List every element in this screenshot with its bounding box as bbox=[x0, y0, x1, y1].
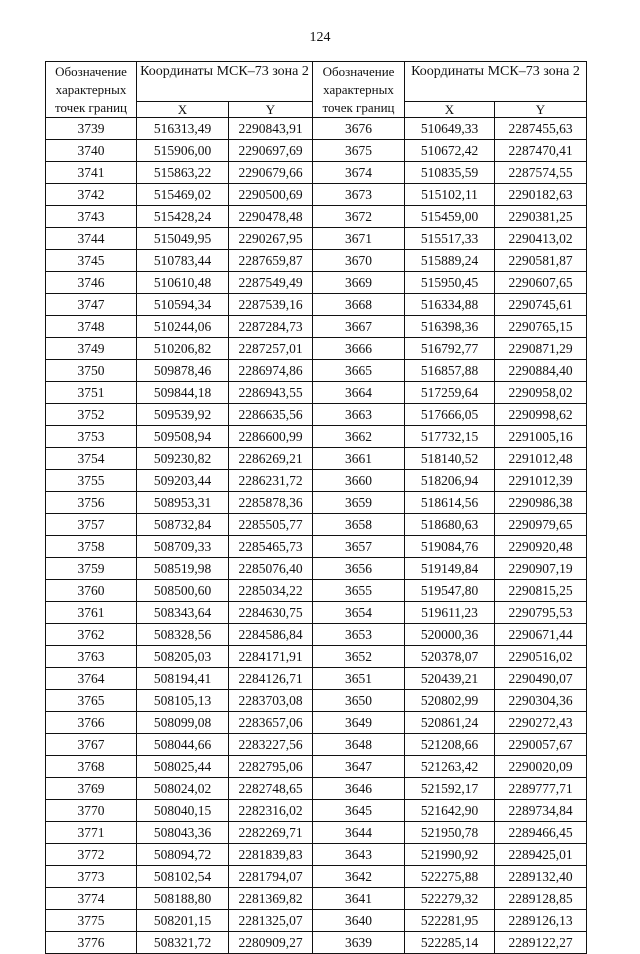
cell-y-left: 2285505,77 bbox=[229, 514, 313, 536]
cell-point-id-left: 3739 bbox=[46, 118, 137, 140]
cell-point-id-left: 3742 bbox=[46, 184, 137, 206]
cell-y-right: 2290920,48 bbox=[495, 536, 587, 558]
table-row bbox=[46, 844, 587, 866]
table-row bbox=[46, 734, 587, 756]
cell-point-id-left: 3740 bbox=[46, 140, 137, 162]
cell-point-id-left: 3750 bbox=[46, 360, 137, 382]
table-row bbox=[46, 690, 587, 712]
cell-point-id-right: 3670 bbox=[313, 250, 405, 272]
x-header-right: X bbox=[405, 102, 495, 118]
cell-y-right: 2291012,39 bbox=[495, 470, 587, 492]
cell-point-id-left: 3768 bbox=[46, 756, 137, 778]
cell-point-id-right: 3653 bbox=[313, 624, 405, 646]
cell-point-id-left: 3745 bbox=[46, 250, 137, 272]
cell-point-id-left: 3765 bbox=[46, 690, 137, 712]
cell-point-id-right: 3667 bbox=[313, 316, 405, 338]
cell-point-id-right: 3648 bbox=[313, 734, 405, 756]
cell-y-left: 2282748,65 bbox=[229, 778, 313, 800]
cell-x-right: 517732,15 bbox=[405, 426, 495, 448]
cell-y-left: 2287549,49 bbox=[229, 272, 313, 294]
cell-y-left: 2284126,71 bbox=[229, 668, 313, 690]
cell-point-id-right: 3645 bbox=[313, 800, 405, 822]
cell-y-left: 2283657,06 bbox=[229, 712, 313, 734]
cell-x-right: 517259,64 bbox=[405, 382, 495, 404]
cell-y-left: 2290478,48 bbox=[229, 206, 313, 228]
cell-y-right: 2289128,85 bbox=[495, 888, 587, 910]
cell-y-left: 2290679,66 bbox=[229, 162, 313, 184]
cell-y-left: 2282269,71 bbox=[229, 822, 313, 844]
cell-x-right: 519149,84 bbox=[405, 558, 495, 580]
cell-point-id-left: 3754 bbox=[46, 448, 137, 470]
cell-x-right: 521642,90 bbox=[405, 800, 495, 822]
cell-point-id-right: 3639 bbox=[313, 932, 405, 954]
cell-point-id-left: 3759 bbox=[46, 558, 137, 580]
cell-point-id-left: 3751 bbox=[46, 382, 137, 404]
cell-y-right: 2290871,29 bbox=[495, 338, 587, 360]
cell-point-id-left: 3766 bbox=[46, 712, 137, 734]
cell-x-left: 515906,00 bbox=[137, 140, 229, 162]
cell-x-left: 508194,41 bbox=[137, 668, 229, 690]
cell-x-left: 510206,82 bbox=[137, 338, 229, 360]
table-body bbox=[46, 118, 587, 954]
cell-y-left: 2281794,07 bbox=[229, 866, 313, 888]
cell-x-left: 508709,33 bbox=[137, 536, 229, 558]
cell-point-id-right: 3669 bbox=[313, 272, 405, 294]
cell-point-id-right: 3642 bbox=[313, 866, 405, 888]
cell-point-id-right: 3664 bbox=[313, 382, 405, 404]
cell-point-id-right: 3647 bbox=[313, 756, 405, 778]
table-row bbox=[46, 360, 587, 382]
cell-x-left: 508040,15 bbox=[137, 800, 229, 822]
cell-x-right: 518614,56 bbox=[405, 492, 495, 514]
cell-x-right: 521592,17 bbox=[405, 778, 495, 800]
cell-y-right: 2287470,41 bbox=[495, 140, 587, 162]
cell-x-left: 508188,80 bbox=[137, 888, 229, 910]
table-row bbox=[46, 558, 587, 580]
cell-y-left: 2282795,06 bbox=[229, 756, 313, 778]
cell-y-left: 2287539,16 bbox=[229, 294, 313, 316]
cell-y-right: 2290979,65 bbox=[495, 514, 587, 536]
table-row bbox=[46, 316, 587, 338]
cell-x-right: 520861,24 bbox=[405, 712, 495, 734]
cell-x-right: 521990,92 bbox=[405, 844, 495, 866]
cell-x-right: 522281,95 bbox=[405, 910, 495, 932]
cell-y-right: 2290581,87 bbox=[495, 250, 587, 272]
cell-point-id-right: 3656 bbox=[313, 558, 405, 580]
cell-y-left: 2283227,56 bbox=[229, 734, 313, 756]
table-row bbox=[46, 910, 587, 932]
cell-y-right: 2290020,09 bbox=[495, 756, 587, 778]
cell-point-id-left: 3774 bbox=[46, 888, 137, 910]
cell-x-right: 520000,36 bbox=[405, 624, 495, 646]
table-row bbox=[46, 250, 587, 272]
cell-x-left: 508500,60 bbox=[137, 580, 229, 602]
cell-y-right: 2289122,27 bbox=[495, 932, 587, 954]
cell-point-id-left: 3752 bbox=[46, 404, 137, 426]
cell-point-id-left: 3771 bbox=[46, 822, 137, 844]
cell-x-right: 510649,33 bbox=[405, 118, 495, 140]
cell-point-id-left: 3762 bbox=[46, 624, 137, 646]
cell-point-id-left: 3767 bbox=[46, 734, 137, 756]
cell-x-left: 515863,22 bbox=[137, 162, 229, 184]
cell-y-left: 2280909,27 bbox=[229, 932, 313, 954]
table-row bbox=[46, 646, 587, 668]
cell-y-right: 2290607,65 bbox=[495, 272, 587, 294]
cell-y-left: 2285465,73 bbox=[229, 536, 313, 558]
table-row bbox=[46, 118, 587, 140]
cell-x-right: 522275,88 bbox=[405, 866, 495, 888]
cell-x-right: 519084,76 bbox=[405, 536, 495, 558]
cell-y-right: 2290815,25 bbox=[495, 580, 587, 602]
cell-x-left: 508205,03 bbox=[137, 646, 229, 668]
cell-y-right: 2290998,62 bbox=[495, 404, 587, 426]
cell-y-right: 2290057,67 bbox=[495, 734, 587, 756]
table-row bbox=[46, 140, 587, 162]
table-row bbox=[46, 602, 587, 624]
cell-point-id-right: 3643 bbox=[313, 844, 405, 866]
cell-y-right: 2289425,01 bbox=[495, 844, 587, 866]
table-row bbox=[46, 888, 587, 910]
x-header-left: X bbox=[137, 102, 229, 118]
cell-y-left: 2281325,07 bbox=[229, 910, 313, 932]
cell-y-left: 2290267,95 bbox=[229, 228, 313, 250]
cell-point-id-left: 3764 bbox=[46, 668, 137, 690]
cell-point-id-right: 3646 bbox=[313, 778, 405, 800]
cell-y-right: 2290272,43 bbox=[495, 712, 587, 734]
cell-y-right: 2290745,61 bbox=[495, 294, 587, 316]
cell-x-right: 515889,24 bbox=[405, 250, 495, 272]
cell-y-right: 2290490,07 bbox=[495, 668, 587, 690]
cell-point-id-right: 3674 bbox=[313, 162, 405, 184]
cell-point-id-left: 3749 bbox=[46, 338, 137, 360]
table-row bbox=[46, 162, 587, 184]
cell-point-id-left: 3746 bbox=[46, 272, 137, 294]
cell-point-id-right: 3658 bbox=[313, 514, 405, 536]
cell-point-id-right: 3675 bbox=[313, 140, 405, 162]
cell-y-left: 2290697,69 bbox=[229, 140, 313, 162]
cell-point-id-right: 3661 bbox=[313, 448, 405, 470]
cell-y-right: 2290304,36 bbox=[495, 690, 587, 712]
cell-point-id-left: 3763 bbox=[46, 646, 137, 668]
cell-x-right: 516398,36 bbox=[405, 316, 495, 338]
cell-point-id-right: 3651 bbox=[313, 668, 405, 690]
cell-y-right: 2289734,84 bbox=[495, 800, 587, 822]
coords-header-left: Координаты МСК–73 зона 2 bbox=[137, 62, 313, 102]
cell-y-right: 2290907,19 bbox=[495, 558, 587, 580]
cell-x-right: 519547,80 bbox=[405, 580, 495, 602]
cell-y-right: 2290516,02 bbox=[495, 646, 587, 668]
cell-point-id-right: 3654 bbox=[313, 602, 405, 624]
cell-point-id-right: 3644 bbox=[313, 822, 405, 844]
table-row bbox=[46, 338, 587, 360]
cell-y-right: 2290413,02 bbox=[495, 228, 587, 250]
table-row bbox=[46, 778, 587, 800]
cell-y-left: 2284171,91 bbox=[229, 646, 313, 668]
cell-point-id-left: 3744 bbox=[46, 228, 137, 250]
cell-x-left: 509539,92 bbox=[137, 404, 229, 426]
cell-point-id-left: 3757 bbox=[46, 514, 137, 536]
cell-y-left: 2287284,73 bbox=[229, 316, 313, 338]
cell-y-left: 2286974,86 bbox=[229, 360, 313, 382]
cell-point-id-left: 3773 bbox=[46, 866, 137, 888]
cell-x-left: 510244,06 bbox=[137, 316, 229, 338]
cell-x-right: 518140,52 bbox=[405, 448, 495, 470]
cell-x-left: 508519,98 bbox=[137, 558, 229, 580]
cell-x-right: 516792,77 bbox=[405, 338, 495, 360]
cell-y-left: 2285076,40 bbox=[229, 558, 313, 580]
table-row bbox=[46, 448, 587, 470]
table-row bbox=[46, 580, 587, 602]
cell-y-left: 2286269,21 bbox=[229, 448, 313, 470]
cell-y-left: 2287257,01 bbox=[229, 338, 313, 360]
cell-point-id-right: 3666 bbox=[313, 338, 405, 360]
cell-y-right: 2290958,02 bbox=[495, 382, 587, 404]
cell-y-right: 2290884,40 bbox=[495, 360, 587, 382]
cell-y-left: 2281839,83 bbox=[229, 844, 313, 866]
cell-y-left: 2287659,87 bbox=[229, 250, 313, 272]
cell-x-right: 515102,11 bbox=[405, 184, 495, 206]
table-row bbox=[46, 404, 587, 426]
coords-header-right: Координаты МСК–73 зона 2 bbox=[405, 62, 587, 102]
cell-point-id-right: 3665 bbox=[313, 360, 405, 382]
cell-y-right: 2287455,63 bbox=[495, 118, 587, 140]
cell-point-id-right: 3652 bbox=[313, 646, 405, 668]
table-row bbox=[46, 712, 587, 734]
cell-x-left: 510594,34 bbox=[137, 294, 229, 316]
cell-y-left: 2284630,75 bbox=[229, 602, 313, 624]
table-row bbox=[46, 294, 587, 316]
designation-header-left: Обозначение характерных точек границ bbox=[46, 62, 137, 118]
cell-y-right: 2290765,15 bbox=[495, 316, 587, 338]
cell-y-left: 2281369,82 bbox=[229, 888, 313, 910]
cell-x-left: 515469,02 bbox=[137, 184, 229, 206]
cell-x-right: 510672,42 bbox=[405, 140, 495, 162]
cell-x-right: 515459,00 bbox=[405, 206, 495, 228]
cell-y-left: 2284586,84 bbox=[229, 624, 313, 646]
cell-x-left: 508201,15 bbox=[137, 910, 229, 932]
cell-x-left: 508025,44 bbox=[137, 756, 229, 778]
cell-point-id-left: 3770 bbox=[46, 800, 137, 822]
cell-y-right: 2291012,48 bbox=[495, 448, 587, 470]
cell-y-right: 2289132,40 bbox=[495, 866, 587, 888]
cell-x-left: 508102,54 bbox=[137, 866, 229, 888]
cell-point-id-left: 3741 bbox=[46, 162, 137, 184]
cell-x-right: 520802,99 bbox=[405, 690, 495, 712]
table-row bbox=[46, 470, 587, 492]
cell-x-left: 509508,94 bbox=[137, 426, 229, 448]
cell-x-left: 508953,31 bbox=[137, 492, 229, 514]
page-number: 124 bbox=[309, 30, 331, 45]
cell-point-id-right: 3641 bbox=[313, 888, 405, 910]
cell-x-left: 508343,64 bbox=[137, 602, 229, 624]
cell-point-id-left: 3753 bbox=[46, 426, 137, 448]
cell-point-id-right: 3660 bbox=[313, 470, 405, 492]
cell-y-right: 2290671,44 bbox=[495, 624, 587, 646]
cell-y-right: 2289126,13 bbox=[495, 910, 587, 932]
cell-point-id-right: 3650 bbox=[313, 690, 405, 712]
cell-point-id-left: 3775 bbox=[46, 910, 137, 932]
cell-y-left: 2282316,02 bbox=[229, 800, 313, 822]
cell-x-right: 517666,05 bbox=[405, 404, 495, 426]
cell-x-left: 508094,72 bbox=[137, 844, 229, 866]
cell-x-right: 510835,59 bbox=[405, 162, 495, 184]
table-row bbox=[46, 624, 587, 646]
cell-x-right: 521208,66 bbox=[405, 734, 495, 756]
cell-point-id-left: 3755 bbox=[46, 470, 137, 492]
cell-y-left: 2286943,55 bbox=[229, 382, 313, 404]
cell-y-right: 2287574,55 bbox=[495, 162, 587, 184]
table-row bbox=[46, 184, 587, 206]
cell-y-left: 2290843,91 bbox=[229, 118, 313, 140]
y-header-left: Y bbox=[229, 102, 313, 118]
table-row bbox=[46, 514, 587, 536]
cell-point-id-left: 3756 bbox=[46, 492, 137, 514]
cell-x-left: 508099,08 bbox=[137, 712, 229, 734]
cell-point-id-left: 3761 bbox=[46, 602, 137, 624]
cell-y-left: 2286635,56 bbox=[229, 404, 313, 426]
cell-x-left: 508024,02 bbox=[137, 778, 229, 800]
cell-x-right: 518680,63 bbox=[405, 514, 495, 536]
cell-point-id-left: 3743 bbox=[46, 206, 137, 228]
cell-x-left: 510610,48 bbox=[137, 272, 229, 294]
cell-y-right: 2290795,53 bbox=[495, 602, 587, 624]
table-row bbox=[46, 932, 587, 954]
cell-x-left: 508043,36 bbox=[137, 822, 229, 844]
cell-x-right: 522285,14 bbox=[405, 932, 495, 954]
cell-point-id-right: 3668 bbox=[313, 294, 405, 316]
cell-x-left: 509878,46 bbox=[137, 360, 229, 382]
cell-point-id-left: 3748 bbox=[46, 316, 137, 338]
cell-point-id-right: 3659 bbox=[313, 492, 405, 514]
cell-point-id-left: 3769 bbox=[46, 778, 137, 800]
cell-y-right: 2289777,71 bbox=[495, 778, 587, 800]
designation-header-right: Обозначение характерных точек границ bbox=[313, 62, 405, 118]
cell-x-right: 515950,45 bbox=[405, 272, 495, 294]
cell-x-right: 516857,88 bbox=[405, 360, 495, 382]
cell-x-right: 518206,94 bbox=[405, 470, 495, 492]
coordinates-table bbox=[45, 61, 587, 954]
cell-x-left: 508105,13 bbox=[137, 690, 229, 712]
cell-y-left: 2285034,22 bbox=[229, 580, 313, 602]
cell-point-id-right: 3671 bbox=[313, 228, 405, 250]
cell-y-left: 2285878,36 bbox=[229, 492, 313, 514]
table-row bbox=[46, 228, 587, 250]
cell-point-id-right: 3655 bbox=[313, 580, 405, 602]
cell-x-left: 508321,72 bbox=[137, 932, 229, 954]
cell-x-right: 522279,32 bbox=[405, 888, 495, 910]
table-row bbox=[46, 822, 587, 844]
cell-x-left: 508732,84 bbox=[137, 514, 229, 536]
cell-y-right: 2291005,16 bbox=[495, 426, 587, 448]
cell-point-id-right: 3649 bbox=[313, 712, 405, 734]
table-row bbox=[46, 668, 587, 690]
cell-point-id-right: 3676 bbox=[313, 118, 405, 140]
cell-x-left: 516313,49 bbox=[137, 118, 229, 140]
cell-x-left: 515428,24 bbox=[137, 206, 229, 228]
table-row bbox=[46, 206, 587, 228]
cell-y-left: 2286231,72 bbox=[229, 470, 313, 492]
cell-point-id-left: 3760 bbox=[46, 580, 137, 602]
cell-y-left: 2286600,99 bbox=[229, 426, 313, 448]
cell-point-id-right: 3657 bbox=[313, 536, 405, 558]
table-row bbox=[46, 800, 587, 822]
cell-x-left: 509230,82 bbox=[137, 448, 229, 470]
table-row bbox=[46, 536, 587, 558]
cell-y-right: 2290182,63 bbox=[495, 184, 587, 206]
cell-point-id-left: 3776 bbox=[46, 932, 137, 954]
cell-x-left: 515049,95 bbox=[137, 228, 229, 250]
cell-point-id-left: 3758 bbox=[46, 536, 137, 558]
cell-y-right: 2289466,45 bbox=[495, 822, 587, 844]
cell-x-left: 509203,44 bbox=[137, 470, 229, 492]
cell-x-left: 509844,18 bbox=[137, 382, 229, 404]
cell-point-id-left: 3747 bbox=[46, 294, 137, 316]
cell-x-right: 516334,88 bbox=[405, 294, 495, 316]
cell-y-left: 2290500,69 bbox=[229, 184, 313, 206]
table-row bbox=[46, 426, 587, 448]
cell-x-right: 515517,33 bbox=[405, 228, 495, 250]
table-row bbox=[46, 492, 587, 514]
cell-point-id-right: 3640 bbox=[313, 910, 405, 932]
cell-point-id-right: 3673 bbox=[313, 184, 405, 206]
cell-x-right: 519611,23 bbox=[405, 602, 495, 624]
cell-x-right: 520378,07 bbox=[405, 646, 495, 668]
cell-x-left: 510783,44 bbox=[137, 250, 229, 272]
cell-x-left: 508044,66 bbox=[137, 734, 229, 756]
cell-point-id-right: 3672 bbox=[313, 206, 405, 228]
cell-point-id-right: 3663 bbox=[313, 404, 405, 426]
cell-point-id-left: 3772 bbox=[46, 844, 137, 866]
cell-y-left: 2283703,08 bbox=[229, 690, 313, 712]
table-row bbox=[46, 866, 587, 888]
table-row bbox=[46, 272, 587, 294]
cell-y-right: 2290381,25 bbox=[495, 206, 587, 228]
cell-point-id-right: 3662 bbox=[313, 426, 405, 448]
cell-x-right: 521263,42 bbox=[405, 756, 495, 778]
cell-x-right: 521950,78 bbox=[405, 822, 495, 844]
cell-x-right: 520439,21 bbox=[405, 668, 495, 690]
cell-y-right: 2290986,38 bbox=[495, 492, 587, 514]
table-row bbox=[46, 382, 587, 404]
cell-x-left: 508328,56 bbox=[137, 624, 229, 646]
y-header-right: Y bbox=[495, 102, 587, 118]
table-row bbox=[46, 756, 587, 778]
